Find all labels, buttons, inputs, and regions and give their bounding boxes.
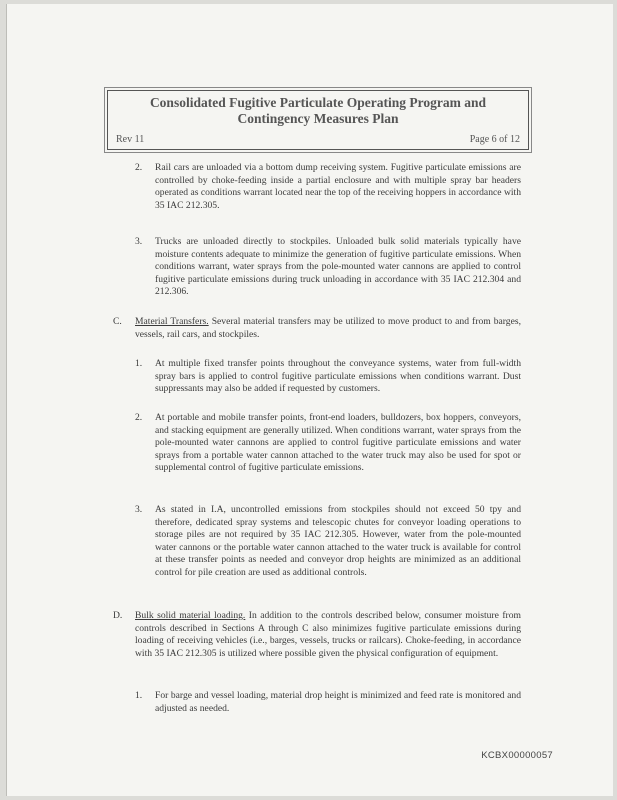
item-number: 1. [135, 690, 143, 701]
page-title [108, 95, 528, 127]
item-text: Rail cars are unloaded via a bottom dump receiving system. Fugitive particulate emissions are controlled by choke-feeding inside a partial enclosure and with multiple spray bar headers operated as conditions warrant located near the top of the receiving hoppers in accordance with 35 IAC 212.305. [155, 162, 521, 211]
item-text: For barge and vessel loading, material drop height is minimized and feed rate is monitored and adjusted as needed. [155, 690, 521, 714]
section-body: Several material transfers may be utilized to move product to and from barges, vessels, rail cars, and stockpiles. [135, 316, 521, 340]
section-letter: D. [113, 610, 123, 621]
section-d [113, 610, 521, 680]
item-number: 2. [135, 162, 143, 173]
title-line-1: Consolidated Fugitive Particulate Operating Program and [149, 95, 487, 110]
item-number: 1. [135, 358, 143, 369]
bates-number: KCBX00000057 [481, 750, 553, 761]
section-text [135, 610, 521, 660]
item-text: At portable and mobile transfer points, front-end loaders, bulldozers, box hoppers, conveyors, and stacking equipment are generally utilized. When conditions warrant, water sprays from the pole-mounted water cannons are applied to control fugitive particulate emissions and water sprays from a portable water cannon attached to the water truck may also be used for spot or supplemental control of fugitive particulate emissions. [155, 412, 521, 474]
item-text: As stated in I.A, uncontrolled emissions from stockpiles should not exceed 50 tpy and therefore, dedicated spray systems and telescopic chutes for conveyor loading operations to storage piles are not required by 35 IAC 212.305. However, water from the pole-mounted water cannons or the portable water cannon attached to the water truck is available for control at these transfer points as needed and conveyor drop heights are minimized as an additional control for pile creation are used as additional controls. [155, 504, 521, 578]
section-c [113, 316, 521, 346]
page-number: Page 6 of 12 [469, 134, 520, 145]
item-number: 2. [135, 412, 143, 423]
revision-label: Rev 11 [116, 134, 145, 145]
list-item [135, 236, 521, 304]
list-item [135, 358, 521, 400]
list-item [135, 690, 521, 720]
list-item [135, 504, 521, 600]
list-item [135, 412, 521, 494]
item-text: Trucks are unloaded directly to stockpiles. Unloaded bulk solid materials typically have moisture contents adequate to minimize the generation of fugitive particulate emissions. When conditions warrant, water sprays from the pole-mounted water cannons are applied to control fugitive particulate emissions during truck unloading in accordance with 35 IAC 212.304 and 212.306. [155, 236, 521, 298]
header-box [107, 90, 529, 150]
section-body: In addition to the controls described below, consumer moisture from controls described in Sections A through C also minimizes fugitive particulate emissions during loading of receiving vehicles (i.e., barges, vessels, trucks or railcars). Choke-feeding, in accordance with 35 IAC 212.305 is utilized where possible given the physical configuration of equipment. [135, 610, 521, 659]
section-heading: Bulk solid material loading. [135, 610, 246, 621]
document-page [6, 4, 613, 796]
section-heading: Material Transfers. [135, 316, 209, 327]
section-text [135, 316, 521, 341]
section-letter: C. [113, 316, 122, 327]
title-line-2: Contingency Measures Plan [237, 111, 399, 126]
item-number: 3. [135, 236, 143, 247]
item-text: At multiple fixed transfer points throughout the conveyance systems, water from full-width spray bars is applied to control fugitive particulate emissions when conditions warrant. Dust suppressants may also be added if requested by customers. [155, 358, 521, 395]
item-number: 3. [135, 504, 143, 515]
list-item [135, 162, 521, 224]
